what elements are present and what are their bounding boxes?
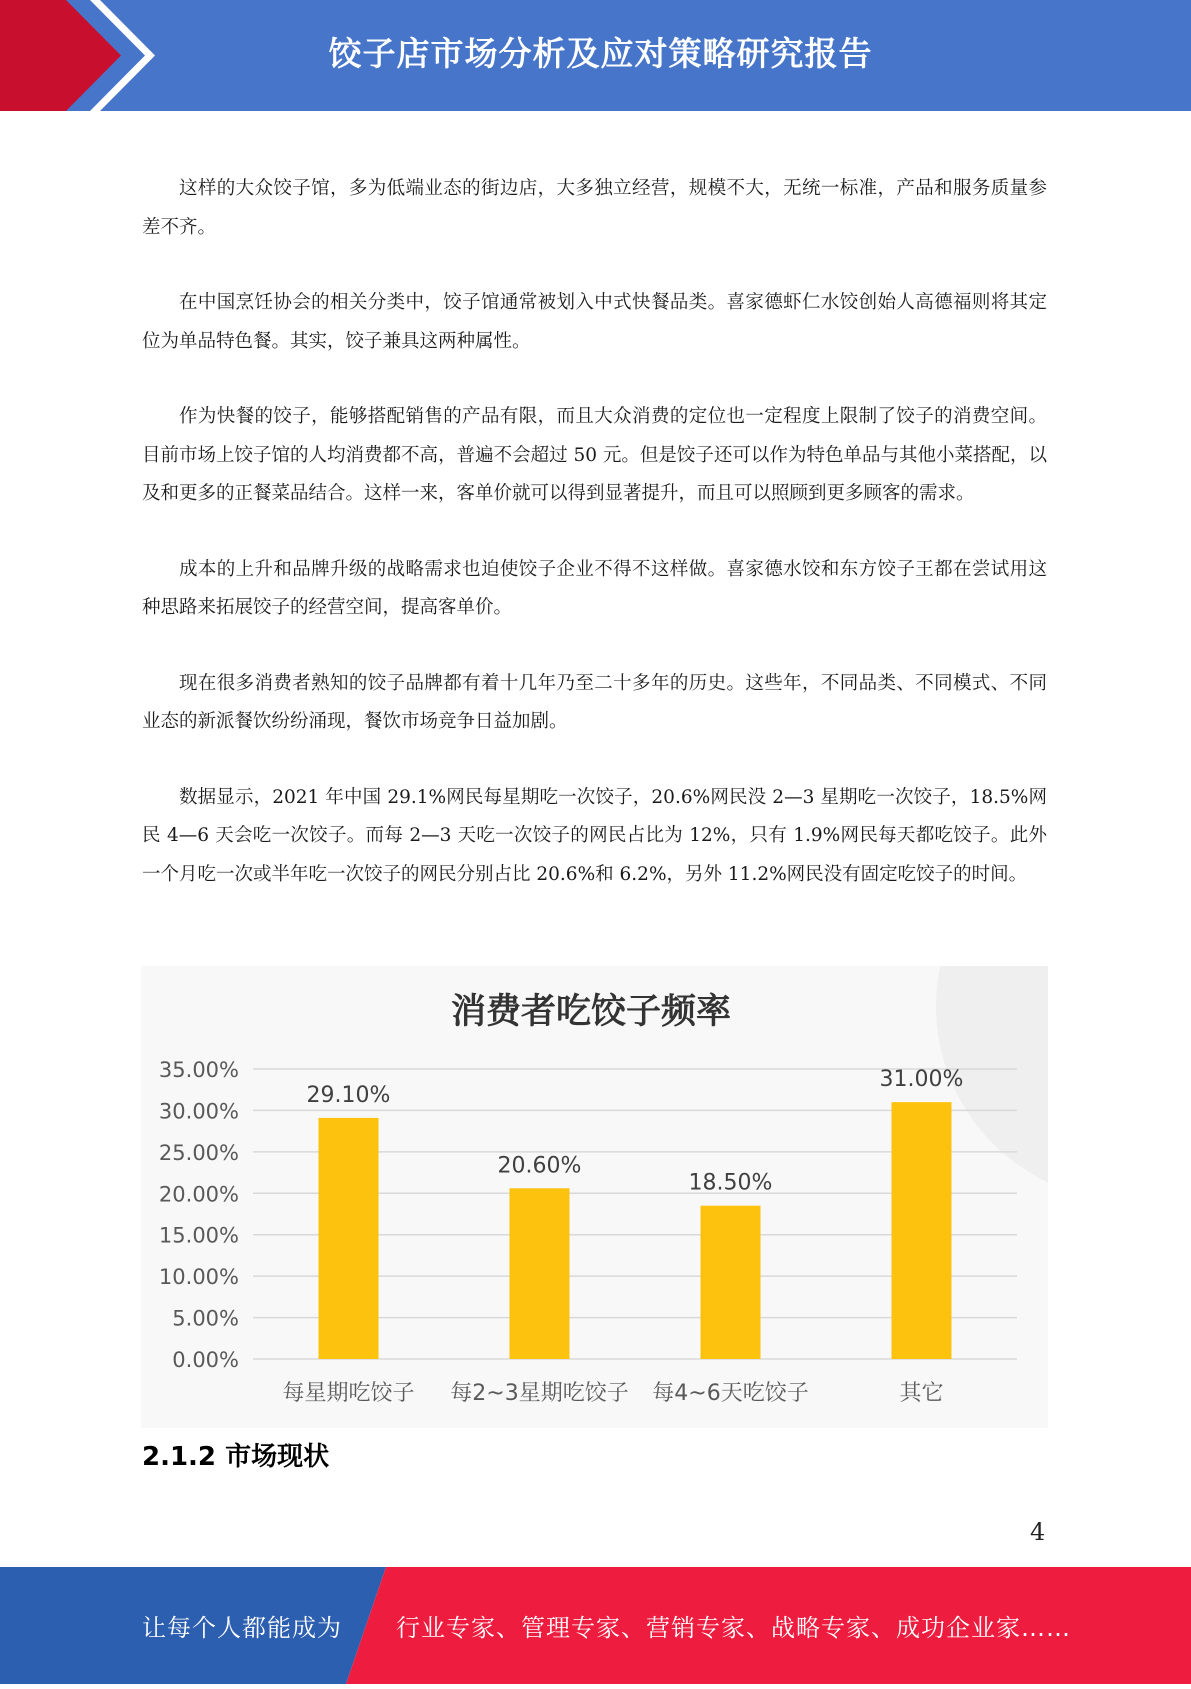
bar-data-label: 29.10% xyxy=(306,1082,391,1108)
y-tick-label: 0.00% xyxy=(172,1348,239,1372)
paragraph: 成本的上升和品牌升级的战略需求也迫使饺子企业不得不这样做。喜家德水饺和东方饺子王都在尝试用这种思路来拓展饺子的经营空间，提高客单价。 xyxy=(142,558,1047,618)
y-tick-label: 15.00% xyxy=(158,1223,239,1248)
page-number: 4 xyxy=(1030,1518,1046,1546)
chart-title: 消费者吃饺子频率 xyxy=(450,992,732,1032)
footer-banner xyxy=(0,1567,1191,1684)
report-title: 饺子店市场分析及应对策略研究报告 xyxy=(328,34,873,73)
bar xyxy=(319,1118,379,1359)
y-tick-label: 30.00% xyxy=(158,1099,239,1124)
paragraph: 这样的大众饺子馆，多为低端业态的街边店，大多独立经营，规模不大，无统一标准，产品和服务质量参差不齐。 xyxy=(142,178,1047,238)
x-category-label: 每星期吃饺子 xyxy=(282,1381,415,1406)
frequency-bar-chart xyxy=(141,966,1048,1428)
bar xyxy=(892,1102,952,1359)
footer-slogan-right: 行业专家、管理专家、营销专家、战略专家、成功企业家…… xyxy=(396,1614,1071,1642)
chart-canvas xyxy=(141,966,1048,1428)
section-heading: 2.1.2 市场现状 xyxy=(142,1442,330,1472)
bar-data-label: 18.50% xyxy=(688,1170,773,1196)
y-tick-label: 10.00% xyxy=(158,1265,239,1290)
y-tick-label: 25.00% xyxy=(158,1140,239,1165)
bar xyxy=(510,1188,570,1359)
footer-slogan-left: 让每个人都能成为 xyxy=(142,1614,342,1642)
bar xyxy=(701,1206,761,1359)
y-tick-label: 5.00% xyxy=(172,1306,239,1331)
bar-data-label: 20.60% xyxy=(497,1153,582,1179)
x-category-label: 每4~6天吃饺子 xyxy=(652,1381,809,1406)
x-category-label: 其它 xyxy=(899,1381,944,1406)
paragraph: 作为快餐的饺子，能够搭配销售的产品有限，而且大众消费的定位也一定程度上限制了饺子的消费空间。目前市场上饺子馆的人均消费都不高，普遍不会超过 50 元。但是饺子还可以作为特色单品与其他小菜搭配，以及和更多的正餐菜品结合。这样一来，客单价就可以得到显著提升，而且可以照顾到更多顾客的需求。 xyxy=(142,406,1047,504)
x-category-label: 每2~3星期吃饺子 xyxy=(450,1381,629,1406)
paragraph: 在中国烹饪协会的相关分类中，饺子馆通常被划入中式快餐品类。喜家德虾仁水饺创始人高德福则将其定位为单品特色餐。其实，饺子兼具这两种属性。 xyxy=(142,292,1047,352)
report-body xyxy=(142,170,1047,894)
y-tick-label: 20.00% xyxy=(158,1182,239,1207)
bar-data-label: 31.00% xyxy=(879,1067,964,1093)
header-banner xyxy=(0,0,1191,111)
paragraph: 现在很多消费者熟知的饺子品牌都有着十几年乃至二十多年的历史。这些年，不同品类、不同模式、不同业态的新派餐饮纷纷涌现，餐饮市场竞争日益加剧。 xyxy=(142,672,1047,732)
paragraph: 数据显示，2021 年中国 29.1%网民每星期吃一次饺子，20.6%网民没 2—3 星期吃一次饺子，18.5%网民 4—6 天会吃一次饺子。而每 2—3 天吃一次饺子的网民占比为 12%，只有 1.9%网民每天都吃饺子。此外一个月吃一次或半年吃一次饺子的网民分别占比 20.6%和 6.2%，另外 11.2%网民没有固定吃饺子的时间。 xyxy=(142,786,1047,885)
y-tick-label: 35.00% xyxy=(158,1058,239,1082)
